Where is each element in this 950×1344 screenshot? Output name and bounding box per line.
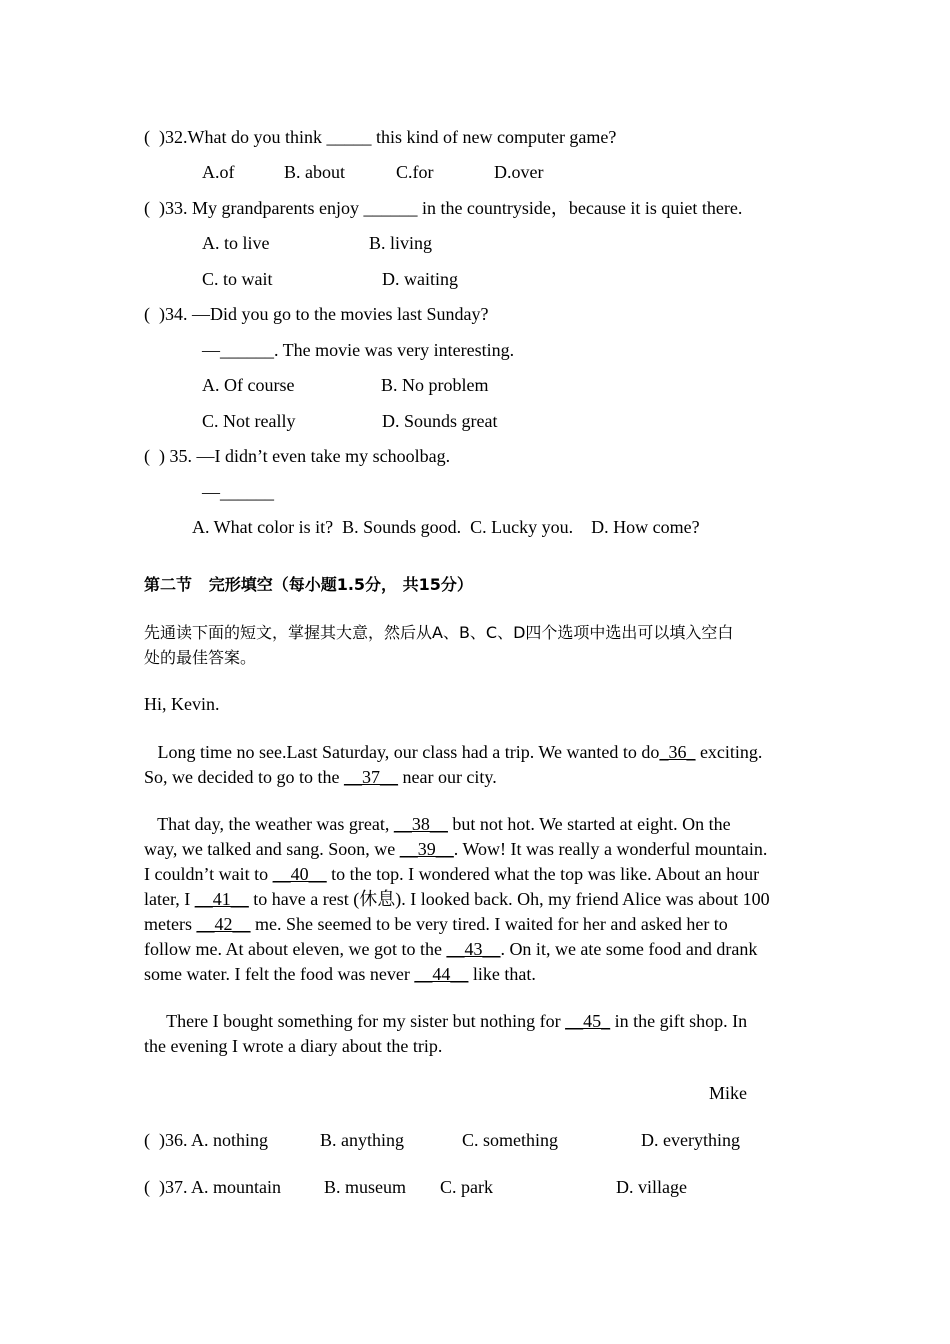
letter-p2-line-6 [144,938,757,960]
letter-p2-line-2 [144,838,767,860]
q33-option-d: D. waiting [382,269,458,289]
text: meters [144,914,197,934]
letter-p2-line-7 [144,963,536,985]
q35-reply: —______ [202,482,274,502]
text: later, I [144,889,195,909]
q32-option-a: A.of [202,162,235,182]
text: like that. [468,964,536,984]
blank-37: __37__ [343,767,398,787]
letter-p2-line-1 [144,813,731,835]
letter-p2-line-4 [144,888,770,910]
text: to the top. I wondered what the top was like. About an hour [326,864,760,884]
text: Long time no see.Last Saturday, our class had a trip. We wanted to do [144,742,660,762]
section-2-instruction-line-2: 处的最佳答案。 [144,648,257,667]
q33-option-b: B. living [369,233,433,253]
text: some water. I felt the food was never [144,964,415,984]
q33-option-c: C. to wait [202,269,273,289]
text: in the gift shop. In [610,1011,748,1031]
letter-p2-line-3 [144,863,759,885]
q32-option-b: B. about [284,162,345,182]
text: exciting. [695,742,763,762]
letter-greeting: Hi, Kevin. [144,694,220,714]
blank-41: __41__ [194,889,249,909]
text: to have a rest (休息). I looked back. Oh, my friend Alice was about 100 [248,889,770,909]
text: but not hot. We started at eight. On the [447,814,731,834]
q37-option-d: D. village [616,1177,687,1197]
blank-43: __43__ [446,939,501,959]
q34-option-d: D. Sounds great [382,411,498,431]
text: follow me. At about eleven, we got to the [144,939,447,959]
q32-option-c: C.for [396,162,434,182]
q34-option-b: B. No problem [381,375,489,395]
letter-p1-line-2 [144,766,497,788]
blank-38: __38__ [393,814,448,834]
blank-44: __44__ [414,964,469,984]
text: way, we talked and sang. Soon, we [144,839,400,859]
question-34-stem: ( )34. —Did you go to the movies last Sunday? [144,304,489,324]
text: There I bought something for my sister but nothing for [144,1011,566,1031]
blank-45: __45_ [565,1011,611,1031]
text: . Wow! It was really a wonderful mountain. [453,839,768,859]
q36-option-b: B. anything [320,1130,404,1150]
q34-reply: —______. The movie was very interesting. [202,340,515,360]
question-37-stem: ( )37. A. mountain [144,1177,281,1197]
section-2-instruction-line-1: 先通读下面的短文，掌握其大意，然后从A、B、C、D四个选项中选出可以填入空白 [144,623,734,642]
text: near our city. [397,767,497,787]
question-32-stem: ( )32.What do you think _____ this kind of new computer game? [144,127,617,147]
q34-option-c: C. Not really [202,411,296,431]
blank-36: _36_ [659,742,696,762]
question-33-stem: ( )33. My grandparents enjoy ______ in the countryside，because it is quiet there. [144,198,743,218]
q33-option-a: A. to live [202,233,270,253]
q37-option-b: B. museum [324,1177,407,1197]
question-35-stem: ( ) 35. —I didn’t even take my schoolbag. [144,446,451,466]
blank-39: __39__ [399,839,454,859]
letter-p3-line-2: the evening I wrote a diary about the trip. [144,1036,443,1056]
question-36-stem: ( )36. A. nothing [144,1130,268,1150]
letter-p1-line-1 [144,741,762,763]
letter-p2-line-5 [144,913,728,935]
blank-40: __40__ [272,864,327,884]
q35-options: A. What color is it? B. Sounds good. C. Lucky you. D. How come? [192,517,700,537]
blank-42: __42__ [196,914,251,934]
q36-option-c: C. something [462,1130,559,1150]
text: me. She seemed to be very tired. I waited for her and asked her to [250,914,728,934]
text: So, we decided to go to the [144,767,344,787]
text: That day, the weather was great, [144,814,394,834]
section-2-title: 第二节 完形填空（每小题1.5分， 共15分） [144,575,473,594]
q36-option-d: D. everything [641,1130,740,1150]
q37-option-c: C. park [440,1177,493,1197]
text: . On it, we ate some food and drank [500,939,758,959]
q32-option-d: D.over [494,162,544,182]
letter-signature: Mike [709,1083,747,1103]
q34-option-a: A. Of course [202,375,295,395]
letter-p3-line-1 [144,1010,747,1032]
text: I couldn’t wait to [144,864,273,884]
